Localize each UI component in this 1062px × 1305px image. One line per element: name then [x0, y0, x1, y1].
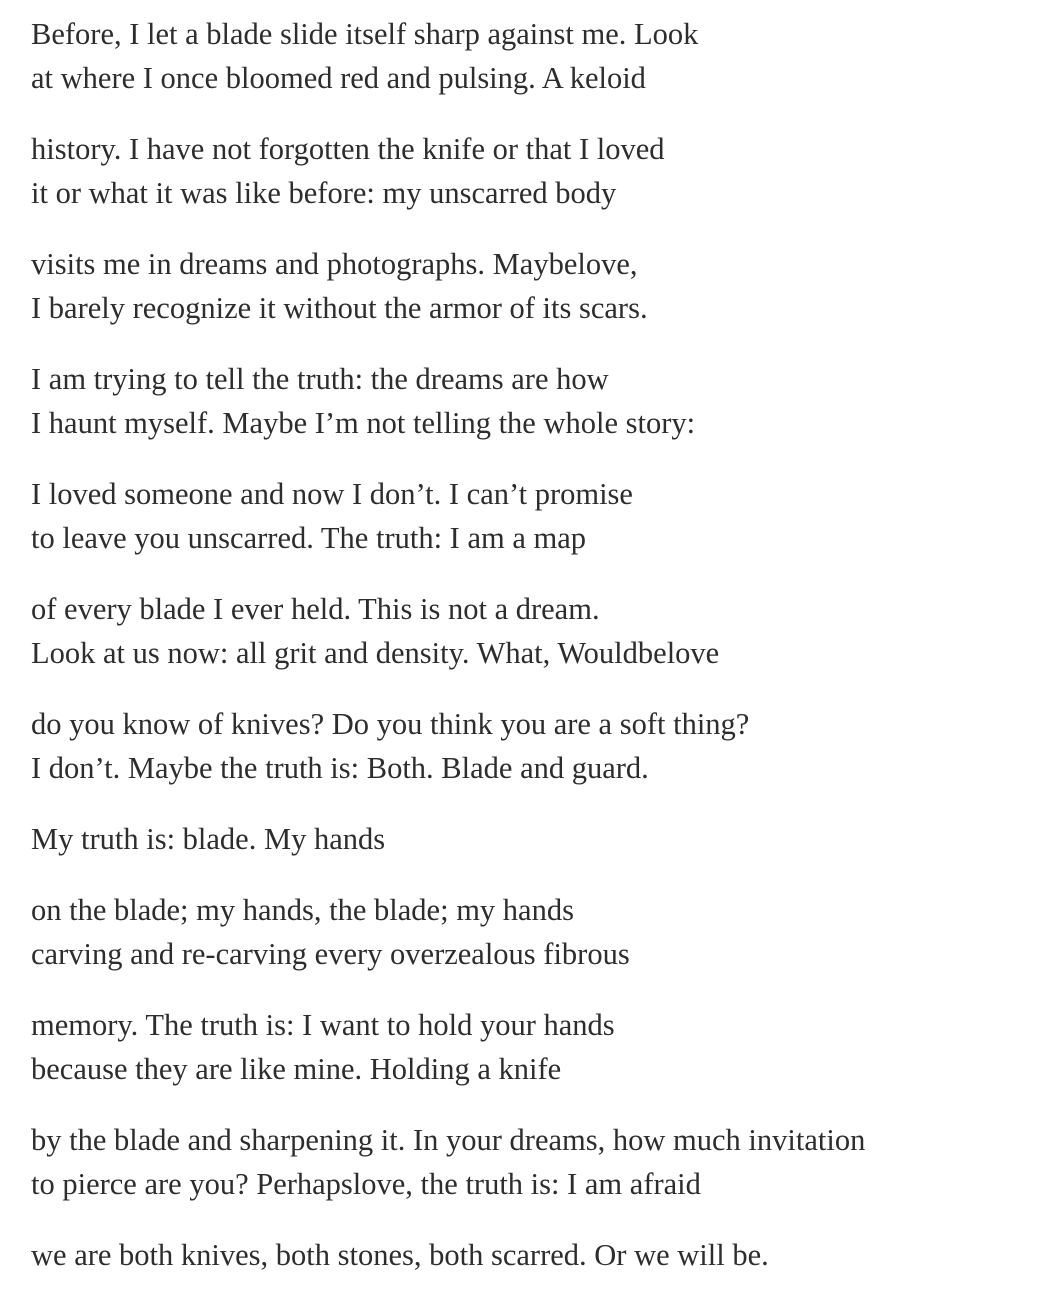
poem-line: My truth is: blade. My hands [31, 822, 386, 856]
poem-line: do you know of knives? Do you think you are a soft thing? [31, 707, 750, 741]
stanza-2 [31, 127, 1041, 215]
poem-line: visits me in dreams and photographs. Maybelove, [31, 247, 638, 281]
poem-line: of every blade I ever held. This is not a dream. [31, 592, 600, 626]
poem-line: Before, I let a blade slide itself sharp against me. Look [31, 17, 699, 51]
stanza-8 [31, 817, 1041, 861]
stanza-3 [31, 242, 1041, 330]
stanza-6 [31, 587, 1041, 675]
poem-line: I haunt myself. Maybe I’m not telling the whole story: [31, 406, 696, 440]
poem-line: history. I have not forgotten the knife or that I loved [31, 132, 665, 166]
poem-line: because they are like mine. Holding a knife [31, 1052, 562, 1086]
poem-line: at where I once bloomed red and pulsing. A keloid [31, 61, 646, 95]
poem-line: to leave you unscarred. The truth: I am a map [31, 521, 587, 555]
poem-line: by the blade and sharpening it. In your dreams, how much invitation [31, 1123, 866, 1157]
stanza-7 [31, 702, 1041, 790]
poem-body [31, 12, 1041, 1304]
poem-line: it or what it was like before: my unscarred body [31, 176, 617, 210]
stanza-10 [31, 1003, 1041, 1091]
poem-line: to pierce are you? Perhapslove, the truth is: I am afraid [31, 1167, 701, 1201]
poem-line: I don’t. Maybe the truth is: Both. Blade and guard. [31, 751, 649, 785]
poem-line: carving and re-carving every overzealous fibrous [31, 937, 630, 971]
poem-line: I am trying to tell the truth: the dreams are how [31, 362, 609, 396]
poem-line: we are both knives, both stones, both scarred. Or we will be. [31, 1238, 769, 1272]
poem-line: Look at us now: all grit and density. What, Wouldbelove [31, 636, 720, 670]
stanza-12 [31, 1233, 1041, 1277]
stanza-4 [31, 357, 1041, 445]
stanza-5 [31, 472, 1041, 560]
poem-line: I loved someone and now I don’t. I can’t promise [31, 477, 633, 511]
stanza-1 [31, 12, 1041, 100]
stanza-11 [31, 1118, 1041, 1206]
poem-line: I barely recognize it without the armor of its scars. [31, 291, 648, 325]
poem-line: memory. The truth is: I want to hold your hands [31, 1008, 615, 1042]
poem-line: on the blade; my hands, the blade; my hands [31, 893, 574, 927]
stanza-9 [31, 888, 1041, 976]
